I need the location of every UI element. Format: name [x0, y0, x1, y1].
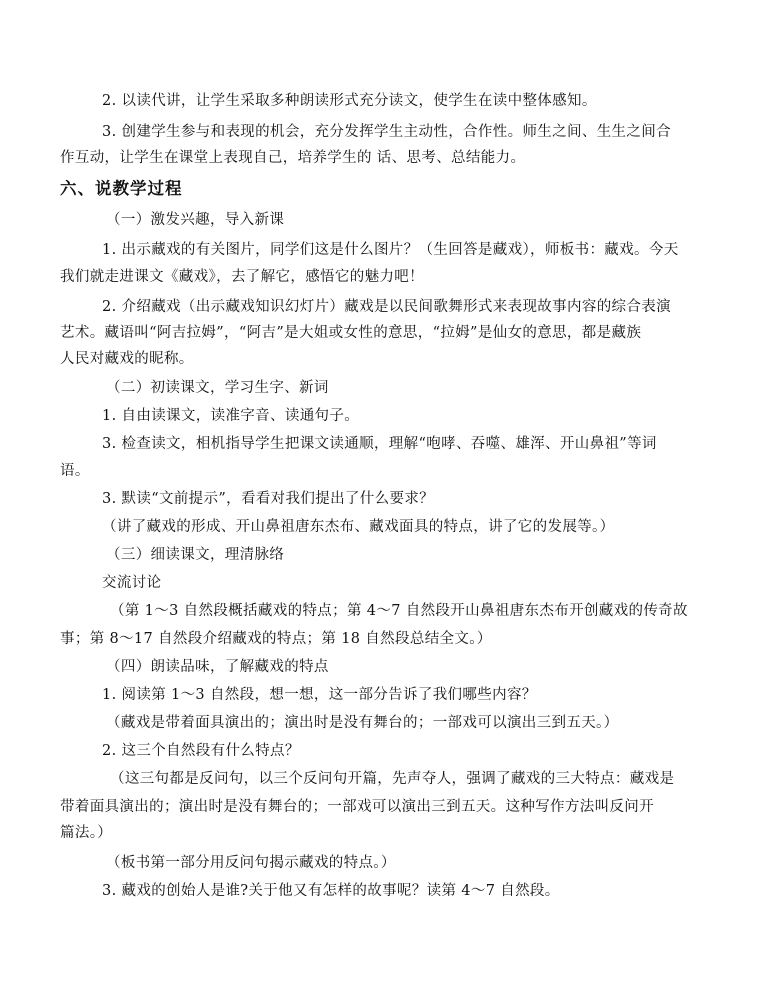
paragraph-line: （第 1～3 自然段概括藏戏的特点；第 4～7 自然段开山鼻祖唐东杰布开创藏戏的传奇故: [110, 603, 688, 619]
paragraph-line: （藏戏是带着面具演出的；演出时是没有舞台的；一部戏可以演出三到五天。）: [106, 715, 619, 731]
paragraph-line: 3. 创建学生参与和表现的机会，充分发挥学生主动性，合作性。师生之间、生生之间合: [102, 124, 671, 140]
paragraph-line: 3. 检查读文，相机指导学生把课文读通顺，理解“咆哮、吞噬、雄浑、开山鼻祖”等词: [102, 436, 657, 452]
paragraph-line: 语。: [60, 463, 90, 479]
paragraph-line: 1. 阅读第 1～3 自然段，想一想，这一部分告诉了我们哪些内容？: [102, 687, 537, 703]
paragraph-line: 2. 这三个自然段有什么特点？: [102, 743, 300, 759]
paragraph-line: 1. 出示藏戏的有关图片，同学们这是什么图片？（生回答是藏戏），师板书：藏戏。今天: [102, 242, 679, 258]
paragraph-line: 作互动，让学生在课堂上表现自己，培养学生的 话、思考、总结能力。: [60, 150, 526, 166]
subsection-heading: （三）细读课文，理清脉络: [106, 547, 285, 563]
paragraph-line: 我们就走进课文《藏戏》，去了解它，感悟它的魅力吧！: [60, 269, 424, 285]
paragraph-line: （板书第一部分用反问句揭示藏戏的特点。）: [106, 855, 396, 871]
paragraph-line: 带着面具演出的；演出时是没有舞台的；一部戏可以演出三到五天。这种写作方法叫反问开: [60, 799, 654, 815]
paragraph-line: 2. 以读代讲，让学生采取多种朗读形式充分读文，使学生在读中整体感知。: [102, 93, 597, 109]
paragraph-line: 人民对藏戏的昵称。: [60, 351, 194, 367]
paragraph-line: 交流讨论: [102, 575, 162, 591]
subsection-heading: （一）激发兴趣，导入新课: [106, 212, 285, 228]
paragraph-line: 事；第 8～17 自然段介绍藏戏的特点；第 18 自然段总结全文。）: [60, 631, 492, 647]
subsection-heading: （四）朗读品味，了解藏戏的特点: [106, 659, 329, 675]
paragraph-line: 3. 藏戏的创始人是谁?关于他又有怎样的故事呢？读第 4～7 自然段。: [102, 883, 560, 899]
section-heading: 六、说教学过程: [60, 179, 183, 198]
paragraph-line: （这三句都是反问句，以三个反问句开篇，先声夺人，强调了藏戏的三大特点：藏戏是: [110, 771, 675, 787]
paragraph-line: 艺术。藏语叫“阿吉拉姆”，“阿吉”是大姐或女性的意思，“拉姆”是仙女的意思，都是藏族: [60, 325, 642, 341]
paragraph-line: （讲了藏戏的形成、开山鼻祖唐东杰布、藏戏面具的特点，讲了它的发展等。）: [102, 519, 615, 535]
paragraph-line: 1. 自由读课文，读准字音、读通句子。: [102, 408, 360, 424]
paragraph-line: 篇法。）: [60, 825, 113, 841]
subsection-heading: （二）初读课文，学习生字、新词: [106, 380, 329, 396]
paragraph-line: 2. 介绍藏戏（出示藏戏知识幻灯片）藏戏是以民间歌舞形式来表现故事内容的综合表演: [102, 299, 671, 315]
paragraph-line: 3. 默读“文前提示”，看看对我们提出了什么要求？: [102, 491, 435, 507]
